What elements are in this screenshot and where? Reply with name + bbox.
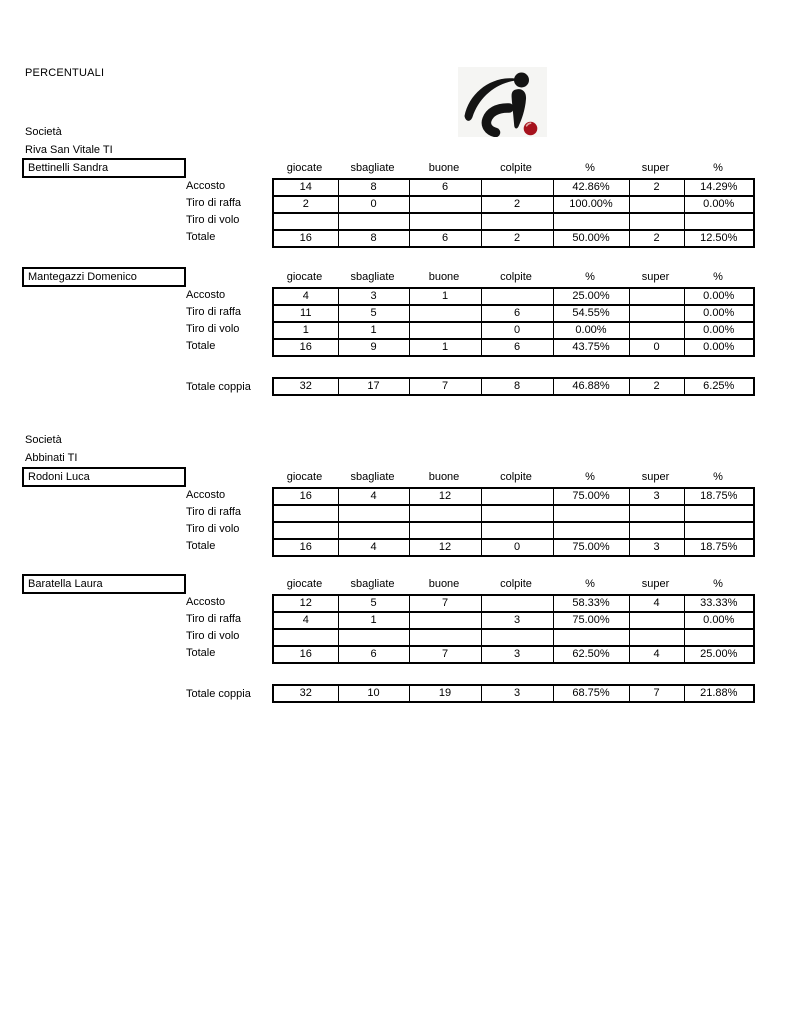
stats-row — [273, 339, 754, 356]
row-label: Tiro di volo — [186, 323, 240, 335]
bocce-player-logo-icon — [458, 67, 547, 137]
column-header: super — [641, 162, 670, 174]
stats-row — [273, 595, 754, 612]
stat-cell: 0.00% — [684, 305, 754, 322]
totale-coppia-grid — [272, 684, 755, 703]
stat-cell: 6.25% — [684, 378, 754, 395]
stat-cell: 2 — [481, 196, 553, 213]
stat-cell: 0.00% — [684, 339, 754, 356]
stats-row — [273, 488, 754, 505]
stat-cell: 75.00% — [553, 539, 629, 556]
stat-cell: 0.00% — [684, 322, 754, 339]
stat-cell: 58.33% — [553, 595, 629, 612]
stat-cell — [629, 305, 684, 322]
club-label: Società — [25, 434, 62, 446]
column-header: buone — [428, 271, 460, 283]
column-header: % — [713, 471, 723, 483]
stat-cell: 25.00% — [684, 646, 754, 663]
stats-row — [273, 213, 754, 230]
column-header: giocate — [286, 271, 323, 283]
column-headers — [272, 470, 753, 484]
stat-cell: 1 — [338, 322, 409, 339]
stat-cell: 14.29% — [684, 179, 754, 196]
stat-cell: 9 — [338, 339, 409, 356]
stats-row — [273, 646, 754, 663]
player-name: Mantegazzi Domenico — [28, 271, 137, 283]
stat-cell — [553, 522, 629, 539]
stats-grid — [272, 287, 755, 357]
stat-cell: 0 — [481, 539, 553, 556]
row-label: Tiro di raffa — [186, 613, 242, 625]
page-title: PERCENTUALI — [25, 67, 105, 79]
stat-cell: 3 — [338, 288, 409, 305]
row-label: Totale — [186, 540, 216, 552]
totale-coppia-label: Totale coppia — [186, 688, 251, 700]
totale-coppia-grid — [272, 377, 755, 396]
stat-cell: 50.00% — [553, 230, 629, 247]
stat-cell — [629, 213, 684, 230]
club-name: Abbinati TI — [25, 452, 78, 464]
row-label: Tiro di volo — [186, 523, 240, 535]
stat-cell — [684, 505, 754, 522]
stat-cell — [409, 196, 481, 213]
row-label: Tiro di volo — [186, 630, 240, 642]
stat-cell — [629, 322, 684, 339]
stat-cell: 8 — [481, 378, 553, 395]
column-header: super — [641, 471, 670, 483]
column-header: colpite — [500, 578, 532, 590]
stat-cell: 4 — [273, 288, 338, 305]
stat-cell: 21.88% — [684, 685, 754, 702]
stat-cell: 4 — [338, 539, 409, 556]
row-label: Totale — [186, 231, 216, 243]
stat-cell: 3 — [481, 612, 553, 629]
stat-cell — [684, 629, 754, 646]
stat-cell — [684, 213, 754, 230]
stat-cell: 7 — [409, 378, 481, 395]
stat-cell: 43.75% — [553, 339, 629, 356]
row-labels — [186, 487, 241, 555]
stat-cell: 32 — [273, 685, 338, 702]
stat-cell: 16 — [273, 339, 338, 356]
stat-cell — [629, 629, 684, 646]
column-header: buone — [428, 578, 460, 590]
stat-cell — [481, 288, 553, 305]
column-header: giocate — [286, 471, 323, 483]
row-label: Totale — [186, 340, 216, 352]
stat-cell — [481, 595, 553, 612]
stat-cell — [629, 612, 684, 629]
totale-coppia-label: Totale coppia — [186, 381, 251, 393]
stat-cell: 2 — [629, 230, 684, 247]
stat-cell — [481, 522, 553, 539]
stat-cell: 0.00% — [553, 322, 629, 339]
stat-cell: 0 — [481, 322, 553, 339]
column-header: buone — [428, 162, 460, 174]
row-label: Tiro di volo — [186, 214, 240, 226]
stat-cell: 1 — [338, 612, 409, 629]
stat-cell: 7 — [629, 685, 684, 702]
stats-row — [273, 230, 754, 247]
stat-cell: 25.00% — [553, 288, 629, 305]
club-name: Riva San Vitale TI — [25, 144, 113, 156]
totale-coppia-block — [0, 377, 791, 401]
stat-cell — [629, 288, 684, 305]
column-header: % — [585, 162, 595, 174]
stat-cell: 18.75% — [684, 539, 754, 556]
stat-cell: 0.00% — [684, 612, 754, 629]
stat-cell: 12 — [273, 595, 338, 612]
stat-cell: 17 — [338, 378, 409, 395]
stats-row — [273, 505, 754, 522]
stats-table — [272, 594, 755, 664]
stat-cell — [409, 505, 481, 522]
stat-cell: 8 — [338, 230, 409, 247]
stat-cell: 16 — [273, 646, 338, 663]
row-label: Tiro di raffa — [186, 197, 242, 209]
stats-grid — [272, 487, 755, 557]
stat-cell: 54.55% — [553, 305, 629, 322]
column-header: % — [713, 578, 723, 590]
stats-table — [272, 178, 755, 248]
column-header: sbagliate — [350, 471, 395, 483]
stat-cell: 3 — [481, 685, 553, 702]
stat-cell — [553, 629, 629, 646]
stat-cell: 68.75% — [553, 685, 629, 702]
stats-row — [273, 629, 754, 646]
player-name-box — [22, 574, 186, 594]
stats-table — [272, 377, 755, 396]
column-header: colpite — [500, 162, 532, 174]
stat-cell: 3 — [481, 646, 553, 663]
stat-cell: 0.00% — [684, 288, 754, 305]
club-header — [25, 431, 77, 467]
row-label: Accosto — [186, 180, 226, 192]
player-section — [0, 573, 791, 665]
player-section — [0, 466, 791, 558]
stat-cell — [553, 213, 629, 230]
column-header: sbagliate — [350, 578, 395, 590]
row-labels — [186, 594, 241, 662]
player-name: Rodoni Luca — [28, 471, 90, 483]
stat-cell — [629, 505, 684, 522]
stat-cell: 4 — [338, 488, 409, 505]
stat-cell: 100.00% — [553, 196, 629, 213]
stat-cell: 4 — [629, 595, 684, 612]
column-header: sbagliate — [350, 162, 395, 174]
stat-cell: 75.00% — [553, 612, 629, 629]
stat-cell — [481, 213, 553, 230]
column-header: super — [641, 271, 670, 283]
column-header: sbagliate — [350, 271, 395, 283]
column-headers — [272, 577, 753, 591]
stat-cell: 6 — [338, 646, 409, 663]
stat-cell: 1 — [409, 288, 481, 305]
row-label: Accosto — [186, 596, 226, 608]
stat-cell: 33.33% — [684, 595, 754, 612]
stat-cell: 5 — [338, 595, 409, 612]
stat-cell: 62.50% — [553, 646, 629, 663]
stat-cell: 1 — [409, 339, 481, 356]
player-name: Bettinelli Sandra — [28, 162, 109, 174]
stat-cell — [338, 629, 409, 646]
stat-cell: 2 — [481, 230, 553, 247]
stat-cell: 6 — [409, 230, 481, 247]
stat-cell — [481, 179, 553, 196]
stat-cell: 18.75% — [684, 488, 754, 505]
stats-row — [273, 685, 754, 702]
column-header: buone — [428, 471, 460, 483]
stat-cell: 12 — [409, 539, 481, 556]
stat-cell: 6 — [481, 339, 553, 356]
stat-cell: 0.00% — [684, 196, 754, 213]
stat-cell: 19 — [409, 685, 481, 702]
stats-table — [272, 487, 755, 557]
stats-grid — [272, 594, 755, 664]
stat-cell: 5 — [338, 305, 409, 322]
stat-cell: 16 — [273, 230, 338, 247]
player-section — [0, 157, 791, 249]
stats-row — [273, 522, 754, 539]
stat-cell: 3 — [629, 539, 684, 556]
stat-cell — [409, 629, 481, 646]
stat-cell: 46.88% — [553, 378, 629, 395]
stats-table — [272, 287, 755, 357]
stats-row — [273, 378, 754, 395]
stat-cell — [273, 629, 338, 646]
stat-cell: 32 — [273, 378, 338, 395]
stat-cell: 12.50% — [684, 230, 754, 247]
row-labels — [186, 178, 241, 246]
stats-row — [273, 196, 754, 213]
stat-cell — [338, 505, 409, 522]
stats-grid — [272, 178, 755, 248]
column-header: colpite — [500, 271, 532, 283]
column-header: super — [641, 578, 670, 590]
column-header: giocate — [286, 578, 323, 590]
row-label: Totale — [186, 647, 216, 659]
stat-cell: 75.00% — [553, 488, 629, 505]
stat-cell — [409, 522, 481, 539]
stats-table — [272, 684, 755, 703]
stat-cell — [409, 612, 481, 629]
stat-cell — [273, 522, 338, 539]
stat-cell — [629, 196, 684, 213]
stats-row — [273, 179, 754, 196]
stat-cell — [684, 522, 754, 539]
club-label: Società — [25, 126, 62, 138]
totale-coppia-block — [0, 684, 791, 708]
stats-row — [273, 322, 754, 339]
stat-cell: 2 — [629, 378, 684, 395]
row-labels — [186, 287, 241, 355]
stat-cell: 3 — [629, 488, 684, 505]
stat-cell: 2 — [273, 196, 338, 213]
stat-cell: 7 — [409, 595, 481, 612]
stat-cell: 0 — [629, 339, 684, 356]
stat-cell: 16 — [273, 488, 338, 505]
stat-cell: 10 — [338, 685, 409, 702]
stat-cell — [409, 305, 481, 322]
column-header: giocate — [286, 162, 323, 174]
stats-row — [273, 612, 754, 629]
player-name-box — [22, 467, 186, 487]
stat-cell — [409, 213, 481, 230]
row-label: Accosto — [186, 489, 226, 501]
stat-cell — [629, 522, 684, 539]
stat-cell: 12 — [409, 488, 481, 505]
stats-row — [273, 288, 754, 305]
stat-cell: 11 — [273, 305, 338, 322]
stat-cell — [553, 505, 629, 522]
stat-cell — [338, 522, 409, 539]
column-headers — [272, 161, 753, 175]
stat-cell: 0 — [338, 196, 409, 213]
stat-cell — [273, 213, 338, 230]
stat-cell: 6 — [409, 179, 481, 196]
player-name-box — [22, 267, 186, 287]
stat-cell: 2 — [629, 179, 684, 196]
stat-cell — [338, 213, 409, 230]
stat-cell: 42.86% — [553, 179, 629, 196]
stat-cell: 8 — [338, 179, 409, 196]
stat-cell — [481, 488, 553, 505]
player-name-box — [22, 158, 186, 178]
column-header: % — [713, 162, 723, 174]
stat-cell: 4 — [273, 612, 338, 629]
row-label: Tiro di raffa — [186, 506, 242, 518]
stat-cell — [409, 322, 481, 339]
column-header: % — [713, 271, 723, 283]
stats-row — [273, 539, 754, 556]
stat-cell: 7 — [409, 646, 481, 663]
stats-row — [273, 305, 754, 322]
column-headers — [272, 270, 753, 284]
player-name: Baratella Laura — [28, 578, 103, 590]
column-header: % — [585, 578, 595, 590]
club-header — [25, 123, 113, 159]
column-header: % — [585, 471, 595, 483]
stat-cell: 6 — [481, 305, 553, 322]
stat-cell: 14 — [273, 179, 338, 196]
stat-cell — [481, 629, 553, 646]
stat-cell — [481, 505, 553, 522]
stat-cell: 16 — [273, 539, 338, 556]
column-header: colpite — [500, 471, 532, 483]
row-label: Accosto — [186, 289, 226, 301]
stat-cell — [273, 505, 338, 522]
column-header: % — [585, 271, 595, 283]
player-section — [0, 266, 791, 358]
stat-cell: 4 — [629, 646, 684, 663]
row-label: Tiro di raffa — [186, 306, 242, 318]
stat-cell: 1 — [273, 322, 338, 339]
